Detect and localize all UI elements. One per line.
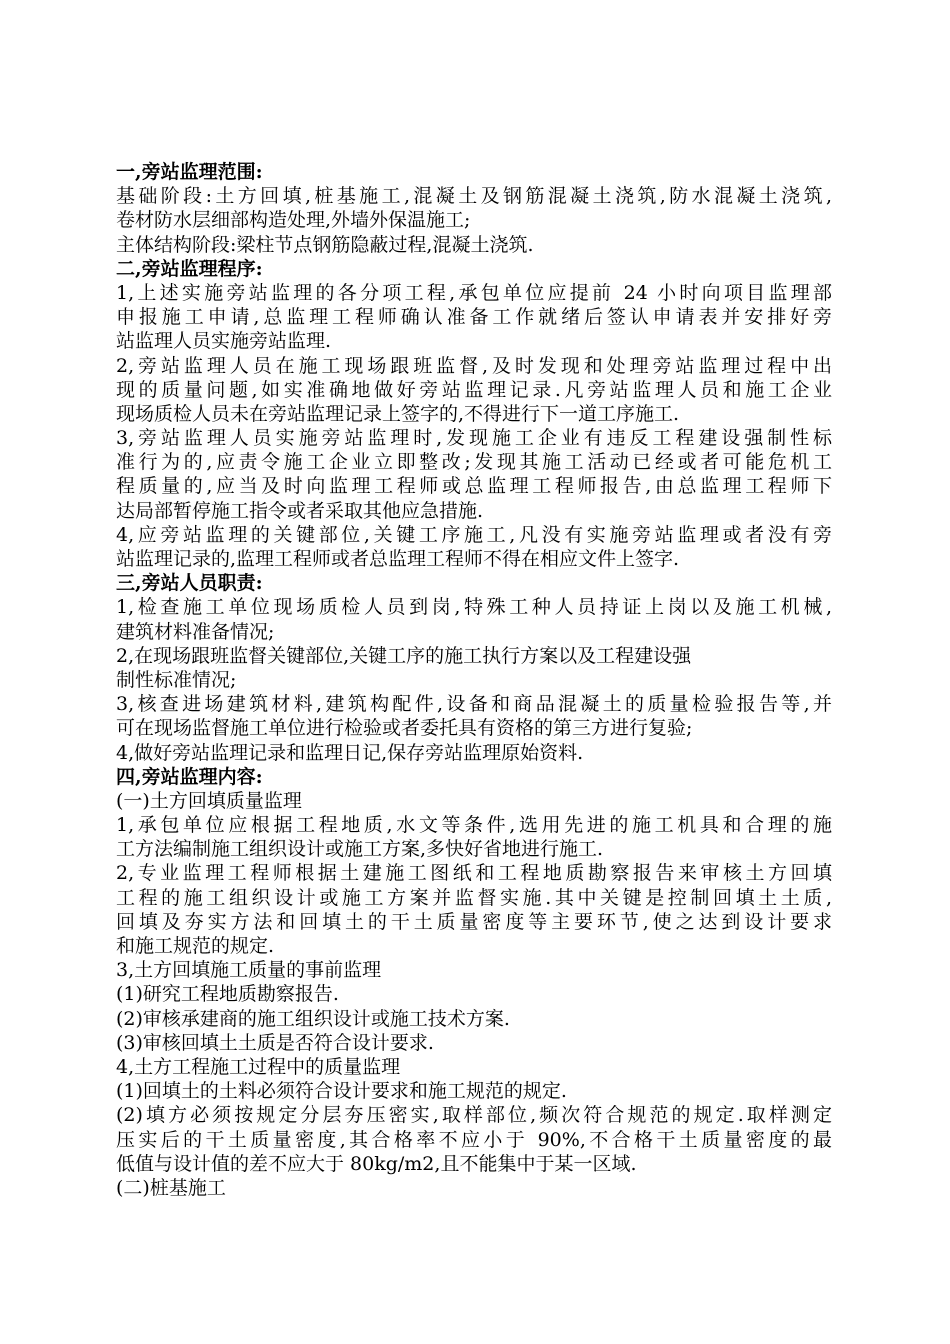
- text-line: 4,土方工程施工过程中的质量监理: [116, 1055, 401, 1078]
- section-heading: 四,旁站监理内容:: [116, 765, 263, 788]
- text-line: 站监理人员实施旁站监理.: [116, 330, 332, 353]
- text-line: 1,承包单位应根据工程地质,水文等条件,选用先进的施工机具和合理的施: [116, 814, 832, 837]
- text-line: 制性标准情况;: [116, 668, 237, 691]
- text-line: (1)研究工程地质勘察报告.: [116, 983, 339, 1006]
- text-line: 1,上述实施旁站监理的各分项工程,承包单位应提前 24 小时向项目监理部: [116, 281, 832, 304]
- text-line: 准行为的,应责令施工企业立即整改;发现其施工活动已经或者可能危机工: [116, 451, 832, 474]
- text-line: (二)桩基施工: [116, 1176, 226, 1199]
- text-line: (一)土方回填质量监理: [116, 789, 302, 812]
- text-line: 3,旁站监理人员实施旁站监理时,发现施工企业有违反工程建设强制性标: [116, 427, 832, 450]
- text-line: (1)回填土的土料必须符合设计要求和施工规范的规定.: [116, 1080, 567, 1103]
- text-line: (3)审核回填土土质是否符合设计要求.: [116, 1031, 434, 1054]
- text-line: 低值与设计值的差不应大于 80kg/m2,且不能集中于某一区域.: [116, 1152, 637, 1175]
- text-line: 达局部暂停施工指令或者采取其他应急措施.: [116, 499, 484, 522]
- document-body: [116, 160, 832, 1200]
- text-line: 压实后的干土质量密度,其合格率不应小于 90%,不合格干土质量密度的最: [116, 1128, 832, 1151]
- text-line: 4,应旁站监理的关键部位,关键工序施工,凡没有实施旁站监理或者没有旁: [116, 523, 832, 546]
- text-line: 工方法编制施工组织设计或施工方案,多快好省地进行施工.: [116, 838, 604, 861]
- text-line: 2,在现场跟班监督关键部位,关键工序的施工执行方案以及工程建设强: [116, 644, 692, 667]
- text-line: 3,土方回填施工质量的事前监理: [116, 959, 382, 982]
- text-line: 和施工规范的规定.: [116, 935, 275, 957]
- text-line: 1,检查施工单位现场质检人员到岗,特殊工种人员持证上岗以及施工机械,: [116, 596, 832, 619]
- text-line: 基础阶段:土方回填,桩基施工,混凝土及钢筋混凝土浇筑,防水混凝土浇筑,: [116, 185, 832, 208]
- text-line: 现场质检人员未在旁站监理记录上签字的,不得进行下一道工序施工.: [116, 402, 680, 425]
- text-line: 程质量的,应当及时向监理工程师或总监理工程师报告,由总监理工程师下: [116, 475, 832, 498]
- section-heading: 三,旁站人员职责:: [116, 572, 263, 595]
- text-line: 卷材防水层细部构造处理,外墙外保温施工;: [116, 209, 471, 232]
- text-line: 申报施工申请,总监理工程师确认准备工作就绪后签认申请表并安排好旁: [116, 306, 832, 329]
- text-line: 4,做好旁站监理记录和监理日记,保存旁站监理原始资料.: [116, 741, 584, 764]
- text-line: 主体结构阶段:梁柱节点钢筋隐蔽过程,混凝土浇筑.: [116, 233, 534, 256]
- text-line: (2)审核承建商的施工组织设计或施工技术方案.: [116, 1007, 510, 1030]
- text-line: 可在现场监督施工单位进行检验或者委托具有资格的第三方进行复验;: [116, 717, 693, 740]
- text-line: 3,核查进场建筑材料,建筑构配件,设备和商品混凝土的质量检验报告等,并: [116, 693, 832, 716]
- text-line: (2)填方必须按规定分层夯压密实,取样部位,频次符合规范的规定.取样测定: [116, 1104, 832, 1127]
- text-line: 建筑材料准备情况;: [116, 620, 275, 643]
- text-line: 回填及夯实方法和回填土的干土质量密度等主要环节,使之达到设计要求: [116, 910, 832, 933]
- text-line: 站监理记录的,监理工程师或者总监理工程师不得在相应文件上签字.: [116, 548, 680, 570]
- text-line: 现的质量问题,如实准确地做好旁站监理记录.凡旁站监理人员和施工企业: [116, 378, 832, 401]
- section-heading: 二,旁站监理程序:: [116, 257, 263, 280]
- text-line: 工程的施工组织设计或施工方案并监督实施.其中关键是控制回填土土质,: [116, 886, 832, 909]
- text-line: 2,专业监理工程师根据土建施工图纸和工程地质勘察报告来审核土方回填: [116, 862, 832, 885]
- text-line: 2,旁站监理人员在施工现场跟班监督,及时发现和处理旁站监理过程中出: [116, 354, 832, 377]
- section-heading: 一,旁站监理范围:: [116, 161, 263, 183]
